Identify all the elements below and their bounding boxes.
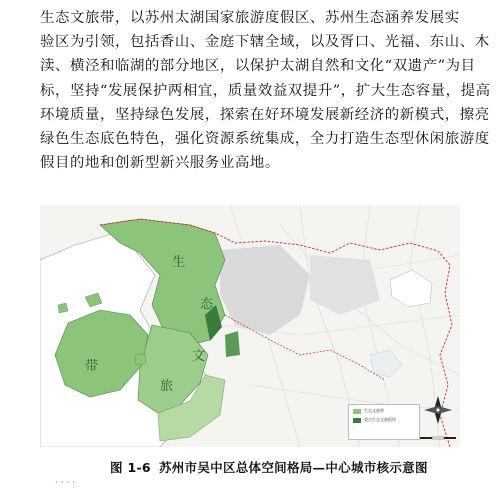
paragraph-line: 假目的地和创新型新兴服务业高地。 xyxy=(40,155,280,172)
zone-char-3: 文 xyxy=(192,349,206,364)
paragraph-line: 生态文旅带，以苏州太湖国家旅游度假区、苏州生态涵养发展实 xyxy=(40,10,460,26)
spatial-structure-map xyxy=(40,205,460,447)
paragraph-line: 标，坚持“发展保护两相宜，质量效益双提升”，扩大生态容量，提高 xyxy=(40,82,491,99)
map-legend xyxy=(348,404,420,440)
paragraph-line: 验区为引领，包括香山、金庭下辖全域，以及胥口、光福、东山、木 xyxy=(40,34,490,51)
body-paragraph xyxy=(40,6,491,175)
legend-swatch-green xyxy=(353,409,361,414)
legend-row xyxy=(353,417,415,423)
paragraph-line: 渎、横泾和临湖的部分地区，以保护太湖自然和文化“双遗产”为目 xyxy=(40,58,476,75)
figure-caption xyxy=(110,458,428,476)
paragraph-line: 环境质量，坚持绿色发展，探索在好环境发展新经济的新模式，擦亮 xyxy=(40,106,490,123)
figure-title: 苏州市吴中区总体空间格局—中心城市核示意图 xyxy=(158,460,428,475)
zone-char-2: 态 xyxy=(200,297,214,312)
legend-label: 重点生态文旅板块 xyxy=(364,417,396,422)
legend-row xyxy=(353,408,415,414)
page-footer-fragment: · · · · xyxy=(55,478,76,488)
legend-swatch-dark-green xyxy=(353,418,361,423)
zone-char-1: 生 xyxy=(172,255,186,270)
zone-char-4: 旅 xyxy=(160,379,174,394)
paragraph-line: 绿色生态底色特色，强化资源系统集成，全力打造生态型休闲旅游度 xyxy=(40,131,490,148)
legend-label: 生态文旅带 xyxy=(364,408,384,413)
figure-number: 图 1-6 xyxy=(110,460,151,475)
zone-char-5: 带 xyxy=(85,359,99,374)
